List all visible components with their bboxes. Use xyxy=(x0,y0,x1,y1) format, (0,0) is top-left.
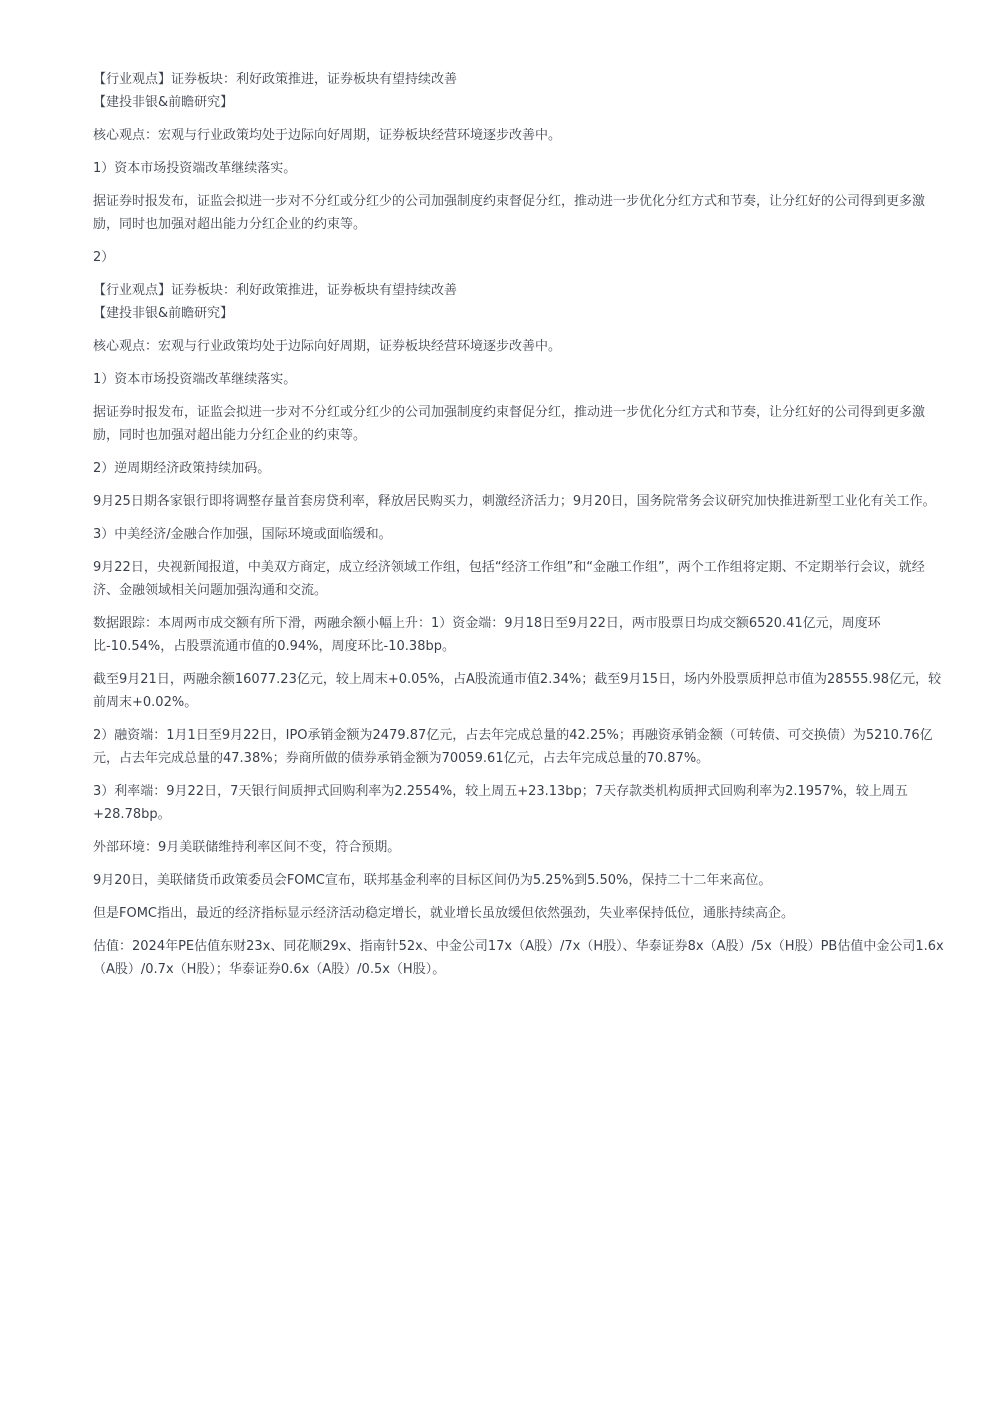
section-b-point2-title: 2）逆周期经济政策持续加码。 xyxy=(93,461,271,476)
financing-paragraph: 2）融资端：1月1日至9月22日，IPO承销金额为2479.87亿元，占去年完成总量的42.25%；再融资承销金额（可转债、可交换债）为5210.76亿元，占去年完成总量的47.38%；券商所做的债券承销金额为70059.61亿元，占去年完成总量的70.87%。 xyxy=(93,728,933,766)
section-a-core-view: 核心观点：宏观与行业政策均处于边际向好周期，证券板块经营环境逐步改善中。 xyxy=(93,128,562,143)
margin-balance-paragraph: 截至9月21日，两融余额16077.23亿元，较上周末+0.05%，占A股流通市值2.34%；截至9月15日，场内外股票质押总市值为28555.98亿元，较前周末+0.02%。 xyxy=(93,672,942,710)
data-tracking-paragraph: 数据跟踪：本周两市成交额有所下滑，两融余额小幅上升：1）资金端：9月18日至9月22日，两市股票日均成交额6520.41亿元，周度环比-10.54%，占股票流通市值的0.94%，周度环比-10.38bp。 xyxy=(93,616,881,654)
section-a-point1-text: 据证券时报发布，证监会拟进一步对不分红或分红少的公司加强制度约束督促分红，推动进一步优化分红方式和节奏，让分红好的公司得到更多激励，同时也加强对超出能力分红企业的约束等。 xyxy=(93,194,926,232)
fomc-note-paragraph: 但是FOMC指出，最近的经济指标显示经济活动稳定增长，就业增长虽放缓但依然强劲，失业率保持低位，通胀持续高企。 xyxy=(93,906,795,921)
external-environment-paragraph: 外部环境：9月美联储维持利率区间不变，符合预期。 xyxy=(93,840,401,855)
section-b-source: 【建投非银&前瞻研究】 xyxy=(93,306,234,321)
section-b-point1-title: 1）资本市场投资端改革继续落实。 xyxy=(93,372,297,387)
section-a-point2-title: 2） xyxy=(93,250,115,265)
section-b-point3-text: 9月22日，央视新闻报道，中美双方商定，成立经济领域工作组，包括“经济工作组”和“金融工作组”，两个工作组将定期、不定期举行会议，就经济、金融领域相关问题加强沟通和交流。 xyxy=(93,560,925,598)
section-b-point1-text: 据证券时报发布，证监会拟进一步对不分红或分红少的公司加强制度约束督促分红，推动进一步优化分红方式和节奏，让分红好的公司得到更多激励，同时也加强对超出能力分红企业的约束等。 xyxy=(93,405,926,443)
valuation-paragraph: 估值：2024年PE估值东财23x、同花顺29x、指南针52x、中金公司17x（A股）/7x（H股）、华泰证券8x（A股）/5x（H股）PB估值中金公司1.6x（A股）/0.7x（H股）；华泰证券0.6x（A股）/0.5x（H股）。 xyxy=(93,939,944,977)
fomc-paragraph: 9月20日，美联储货币政策委员会FOMC宣布，联邦基金利率的目标区间仍为5.25%到5.50%，保持二十二年来高位。 xyxy=(93,873,772,888)
section-a-source: 【建投非银&前瞻研究】 xyxy=(93,95,234,110)
section-a-header xyxy=(93,68,945,114)
interest-rate-paragraph: 3）利率端：9月22日，7天银行间质押式回购利率为2.2554%，较上周五+23.13bp；7天存款类机构质押式回购利率为2.1957%，较上周五+28.78bp。 xyxy=(93,784,908,822)
section-a-point1-title: 1）资本市场投资端改革继续落实。 xyxy=(93,161,297,176)
section-a-title: 【行业观点】证券板块：利好政策推进，证券板块有望持续改善 xyxy=(93,72,458,87)
document-body xyxy=(93,68,945,991)
section-b-point3-title: 3）中美经济/金融合作加强，国际环境或面临缓和。 xyxy=(93,527,392,542)
section-b-header xyxy=(93,279,945,325)
section-b-core-view: 核心观点：宏观与行业政策均处于边际向好周期，证券板块经营环境逐步改善中。 xyxy=(93,339,562,354)
section-b-point2-text: 9月25日期各家银行即将调整存量首套房贷利率，释放居民购买力，刺激经济活力；9月20日，国务院常务会议研究加快推进新型工业化有关工作。 xyxy=(93,494,936,509)
section-b-title: 【行业观点】证券板块：利好政策推进，证券板块有望持续改善 xyxy=(93,283,458,298)
